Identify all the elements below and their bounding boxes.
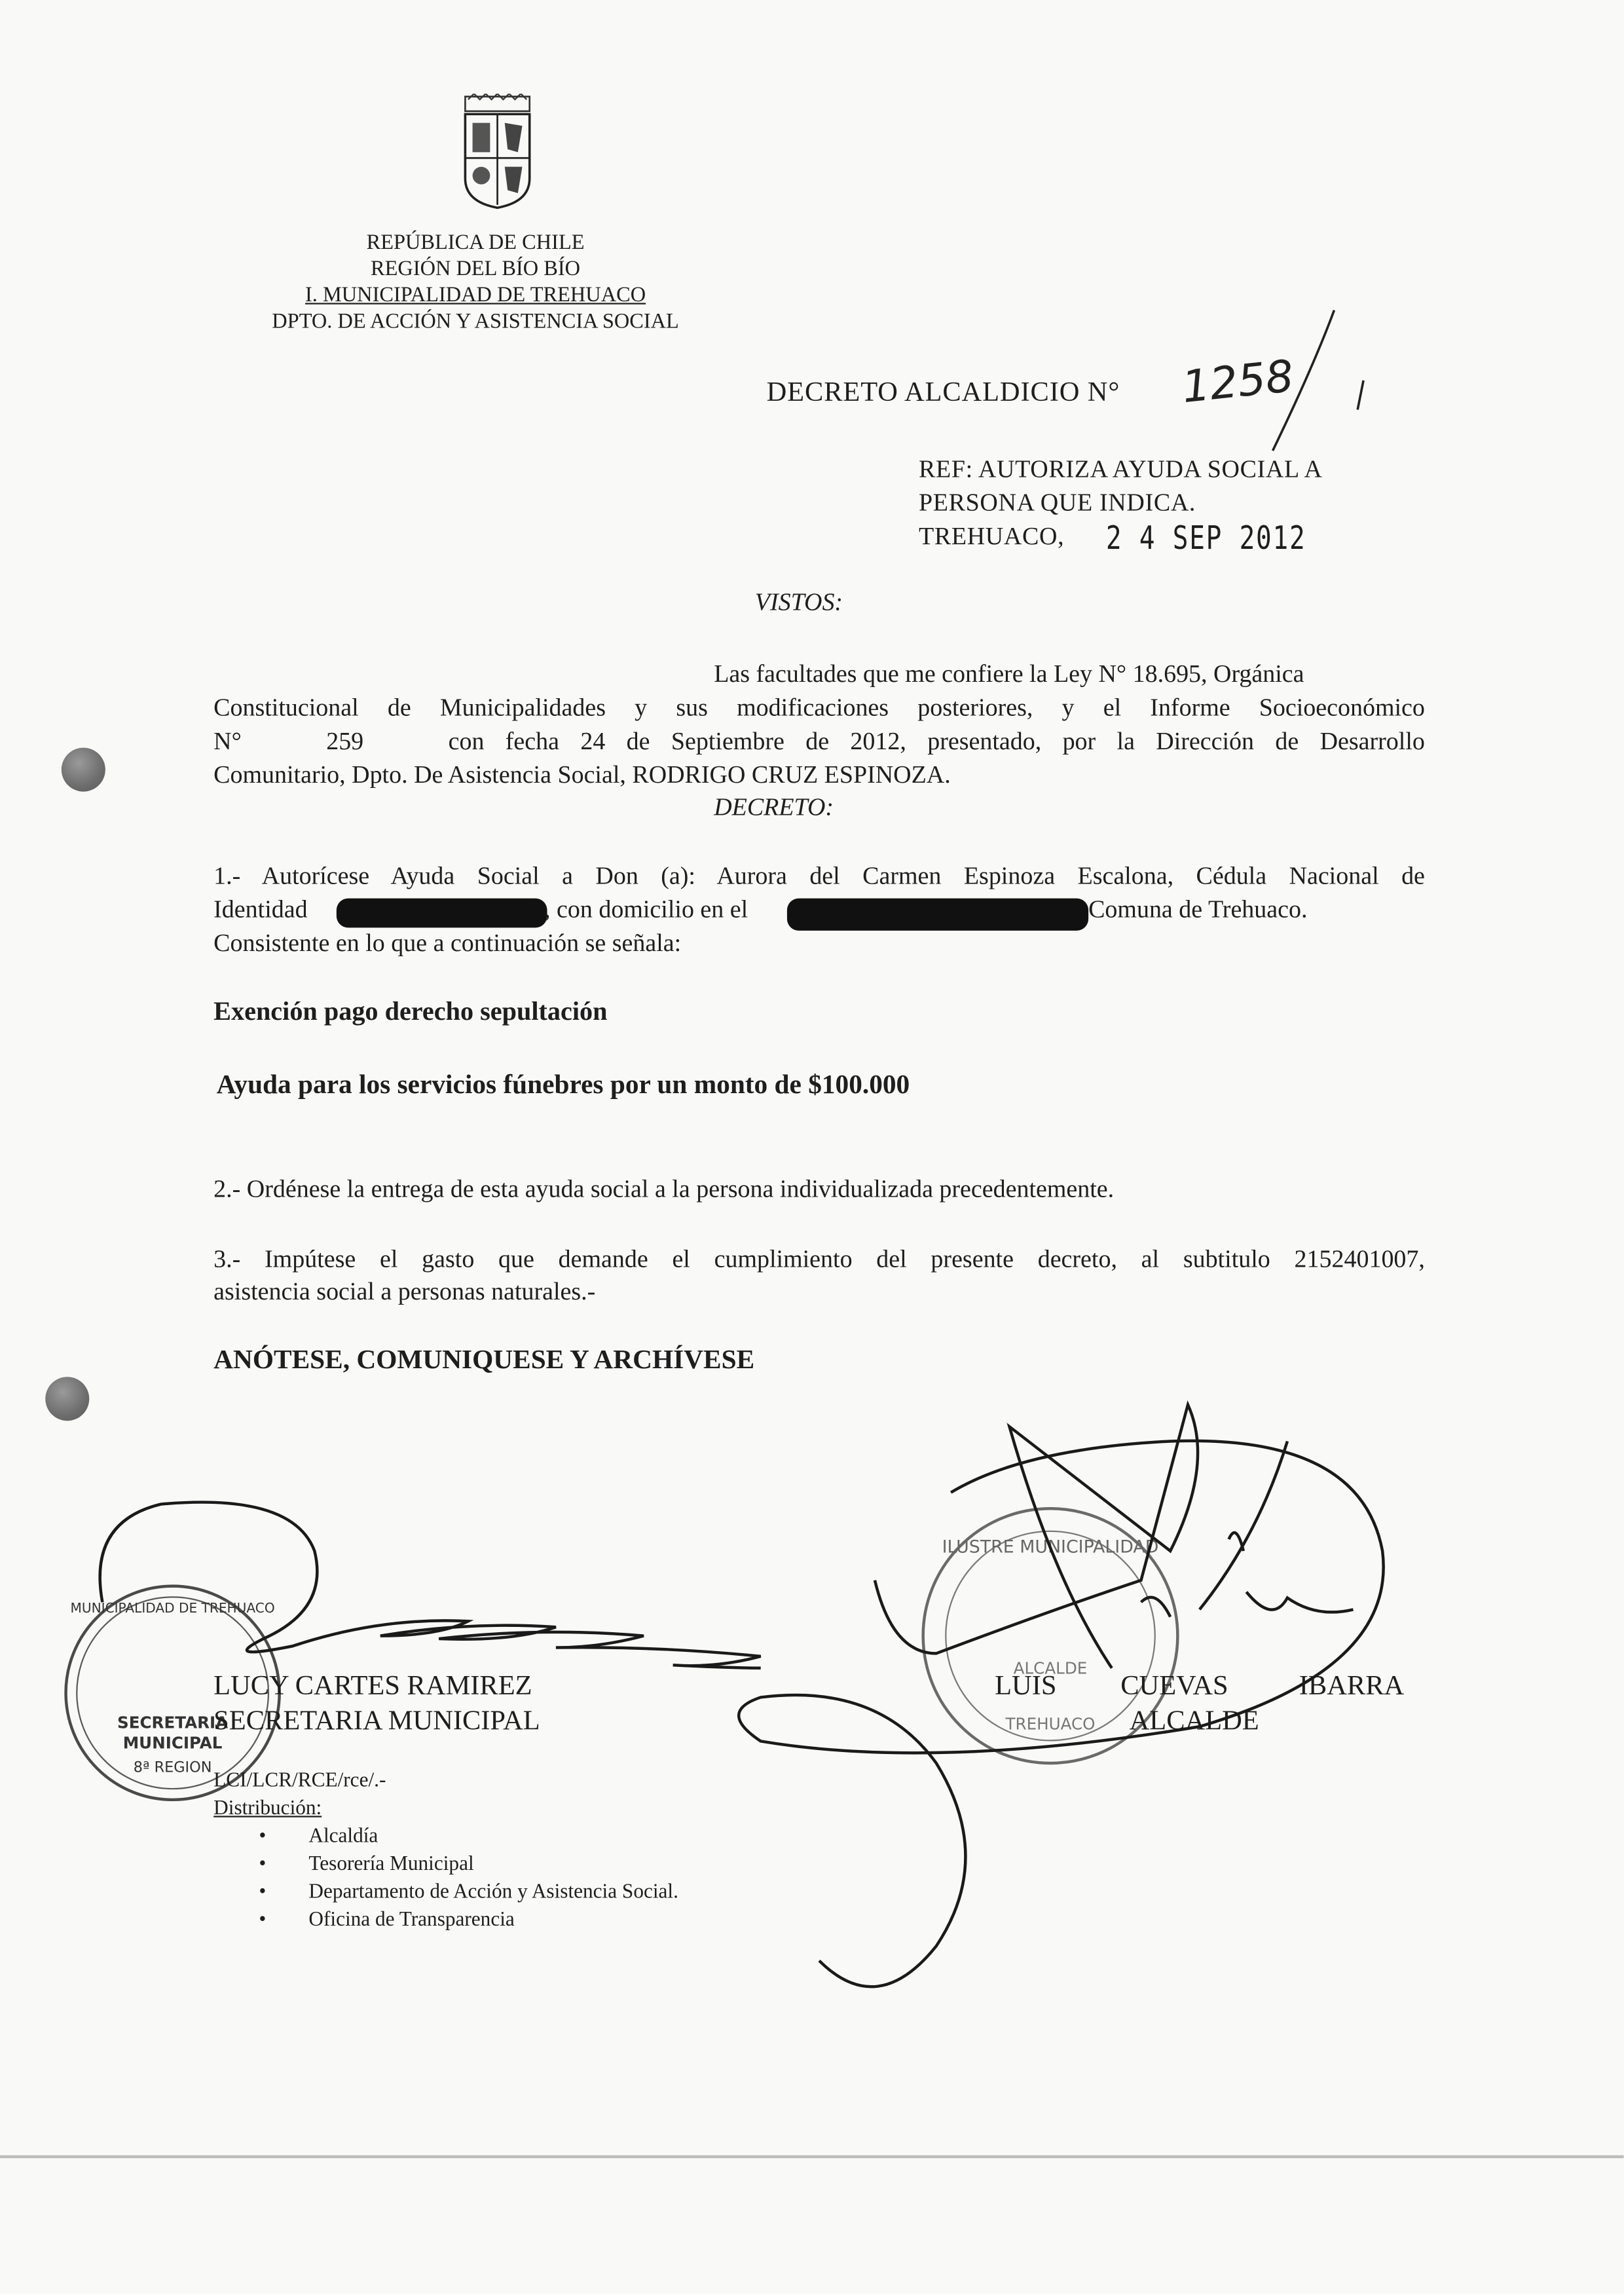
- secretaria-signature: [100, 1502, 761, 1668]
- benefit-exemption: Exención pago derecho sepultación: [213, 996, 608, 1026]
- item3-line-1: 3.- Impútese el gasto que demande el cumplimiento del presente decreto, al subtitulo 2152401007,: [213, 1245, 1425, 1273]
- secretaria-title: SECRETARIA MUNICIPAL: [213, 1706, 540, 1737]
- alcalde-name-first: LUIS: [995, 1671, 1057, 1702]
- place-label: TREHUACO,: [918, 522, 1065, 550]
- decree-number-handwritten: 1258: [1179, 351, 1297, 414]
- header-municipality: I. MUNICIPALIDAD DE TREHUACO: [304, 284, 646, 308]
- distribution-item: • Oficina de Transparencia: [308, 1909, 514, 1933]
- header-republic: REPÚBLICA DE CHILE: [366, 231, 585, 255]
- item1-line-1: 1.- Autorícese Ayuda Social a Don (a): Aurora del Carmen Espinoza Escalona, Cédula Nacional de: [213, 861, 1425, 890]
- secretaria-stamp-bottom: 8ª REGION: [133, 1760, 212, 1777]
- item1-domicilio: , con domicilio en el: [544, 895, 748, 924]
- header-region: REGIÓN DEL BÍO BÍO: [371, 257, 581, 281]
- secretaria-stamp-center-2: MUNICIPAL: [122, 1734, 223, 1753]
- alcalde-stamp-bottom: TREHUACO: [1005, 1715, 1096, 1734]
- item1-comuna: Comuna de Trehuaco.: [1088, 895, 1308, 924]
- decree-title: DECRETO ALCALDICIO N°: [766, 377, 1120, 409]
- secretaria-name: LUCY CARTES RAMIREZ: [213, 1671, 532, 1702]
- ref-line-1: REF: AUTORIZA AYUDA SOCIAL A: [918, 455, 1323, 483]
- item1-line-3: Consistente en lo que a continuación se señala:: [213, 929, 682, 958]
- header-department: DPTO. DE ACCIÓN Y ASISTENCIA SOCIAL: [272, 310, 679, 334]
- alcalde-name-last: IBARRA: [1299, 1671, 1405, 1702]
- secretaria-stamp-center-1: SECRETARIA: [117, 1713, 229, 1733]
- decreto-heading: DECRETO:: [714, 793, 834, 821]
- secretaria-stamp-top: MUNICIPALIDAD DE TREHUACO: [70, 1602, 275, 1617]
- vistos-heading: VISTOS:: [754, 588, 843, 616]
- item3-line-2: asistencia social a personas naturales.-: [213, 1277, 596, 1305]
- alcalde-name-middle: CUEVAS: [1120, 1671, 1228, 1702]
- distribution-item: • Departamento de Acción y Asistencia Social.: [308, 1882, 678, 1905]
- vistos-line-4: Comunitario, Dpto. De Asistencia Social, RODRIGO CRUZ ESPINOZA.: [213, 760, 951, 789]
- alcalde-stamp-top: ILUSTRE MUNICIPALIDAD: [942, 1536, 1159, 1557]
- alcalde-title: ALCALDE: [1129, 1706, 1259, 1737]
- alcalde-stamp-center: ALCALDE: [1013, 1659, 1088, 1679]
- item2-text: 2.- Ordénese la entrega de esta ayuda social a la persona individualizada precedentemente.: [213, 1174, 1115, 1203]
- decree-slash-mark-2: [1357, 381, 1363, 410]
- vistos-line-3: N° 259 con fecha 24 de Septiembre de 2012, presentado, por la Dirección de Desarrollo: [213, 727, 1425, 755]
- decree-slash-mark: [1273, 310, 1335, 451]
- vistos-line-2: Constitucional de Municipalidades y sus modificaciones posteriores, y el Informe Socioeconómico: [213, 693, 1425, 722]
- vistos-line-1: Las facultades que me confiere la Ley N° 18.695, Orgánica: [714, 660, 1304, 688]
- closing-formula: ANÓTESE, COMUNIQUESE Y ARCHÍVESE: [213, 1346, 755, 1375]
- benefit-funeral-aid: Ayuda para los servicios fúnebres por un monto de $100.000: [216, 1071, 910, 1100]
- date-stamp: 2 4 SEP 2012: [1105, 521, 1306, 558]
- distribution-item: • Tesorería Municipal: [308, 1854, 473, 1877]
- document-initials: LCI/LCR/RCE/rce/.-: [213, 1770, 386, 1793]
- distribution-item: • Alcaldía: [308, 1826, 378, 1850]
- distribution-heading: Distribución:: [213, 1798, 322, 1821]
- ref-line-2: PERSONA QUE INDICA.: [918, 489, 1196, 517]
- item1-identidad: Identidad: [213, 895, 308, 924]
- alcalde-signature: [739, 1405, 1384, 1987]
